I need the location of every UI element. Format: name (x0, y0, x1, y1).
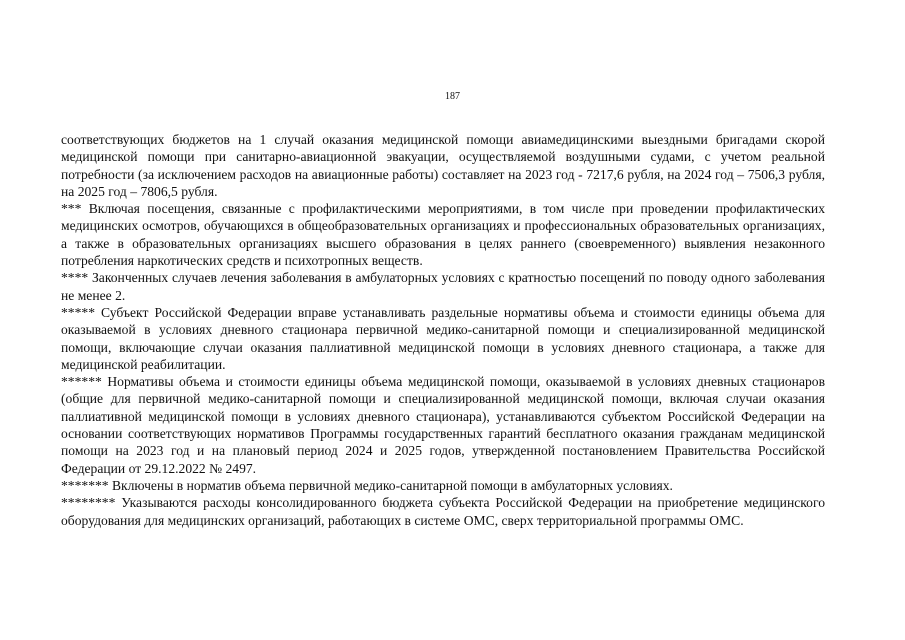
paragraph-continuation: соответствующих бюджетов на 1 случай оказания медицинской помощи авиамедицинскими выездными бригадами скорой медицинской помощи при санитарно-авиационной эвакуации, осуществляемой воздушными судами, с учетом реальной потребности (за исключением расходов на авиационные работы) составляет на 2023 год - 7217,6 рубля, на 2024 год – 7506,3 рубля, на 2025 год – 7806,5 рубля. (61, 132, 825, 199)
footnote-3: *** Включая посещения, связанные с профилактическими мероприятиями, в том числе при проведении профилактических медицинских осмотров, обучающихся в общеобразовательных организациях и профессиональных образовательных организациях, а также в образовательных организациях высшего образования в целях раннего (своевременного) выявления незаконного потребления наркотических средств и психотропных веществ. (61, 201, 825, 269)
footnote-8: ******** Указываются расходы консолидированного бюджета субъекта Российской Федерации на приобретение медицинского оборудования для медицинских организаций, работающих в системе ОМС, сверх территориальной программы ОМС. (61, 495, 825, 528)
footnote-6: ****** Нормативы объема и стоимости единицы объема медицинской помощи, оказываемой в условиях дневных стационаров (общие для первичной медико-санитарной помощи и специализированной медицинской помощи, включая случаи оказания паллиативной медицинской помощи в условиях дневного стационара), устанавливаются субъектом Российской Федерации на основании соответствующих нормативов Программы государственных гарантий бесплатного оказания гражданам медицинской помощи на 2023 год и на плановый период 2024 и 2025 годов, утвержденной постановлением Правительства Российской Федерации от 29.12.2022 № 2497. (61, 374, 825, 476)
document-body (61, 131, 825, 529)
footnote-7: ******* Включены в норматив объема первичной медико-санитарной помощи в амбулаторных условиях. (61, 477, 673, 493)
footnote-5: ***** Субъект Российской Федерации вправе устанавливать раздельные нормативы объема и стоимости единицы объема для оказываемой в условиях дневного стационара первичной медико-санитарной помощи и специализированной медицинской помощи, включающие случаи оказания паллиативной медицинской помощи в условиях дневного стационара, а также для медицинской реабилитации. (61, 304, 825, 372)
footnote-4: **** Законченных случаев лечения заболевания в амбулаторных условиях с кратностью посещений по поводу одного заболевания не менее 2. (61, 270, 825, 303)
page-number: 187 (445, 91, 460, 102)
